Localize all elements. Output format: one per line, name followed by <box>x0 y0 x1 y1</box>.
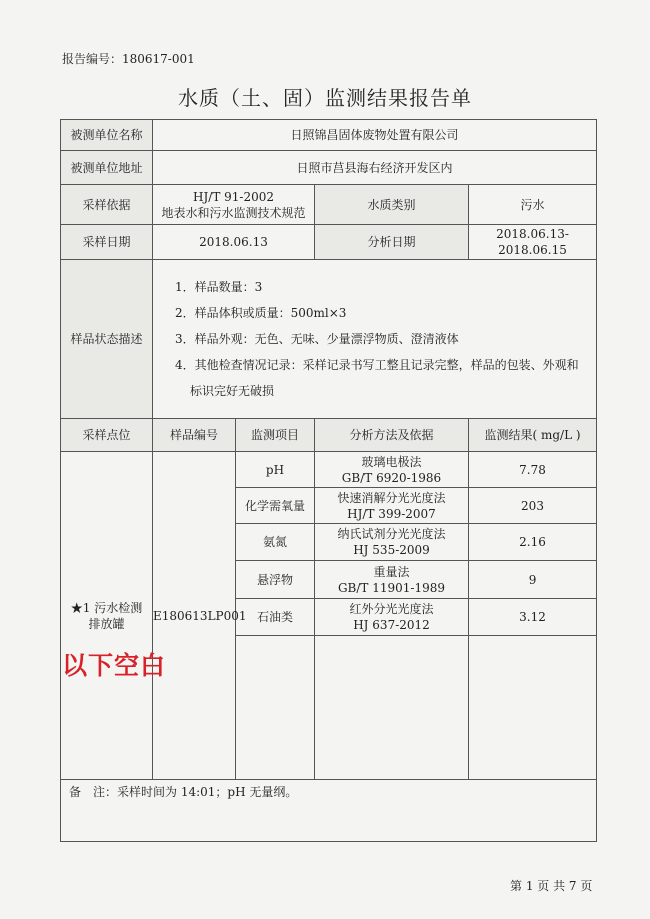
method-name: 纳氏试剂分光光度法 <box>337 527 446 541</box>
page-number: 第 1 页 共 7 页 <box>510 879 593 893</box>
remark-row <box>61 780 597 842</box>
result-value: 203 <box>469 488 597 524</box>
site-value: ★1 污水检测排放罐 <box>70 600 143 631</box>
water-type-value: 污水 <box>469 185 597 225</box>
method-standard: HJ/T 399-2007 <box>347 506 436 521</box>
result-item: 石油类 <box>236 599 315 636</box>
sample-state-label: 样品状态描述 <box>61 260 153 419</box>
blank-below-stamp: 以下空白 <box>62 651 167 680</box>
unit-address-value: 日照市莒县海右经济开发区内 <box>153 151 597 185</box>
result-item: 化学需氧量 <box>236 488 315 524</box>
header-sample-id: 样品编号 <box>153 419 236 452</box>
sample-state-item: 1．样品数量：3 <box>175 280 263 294</box>
method-standard: GB/T 11901-1989 <box>337 580 446 595</box>
unit-name-value: 日照锦昌固体废物处置有限公司 <box>153 120 597 151</box>
result-method <box>315 524 469 561</box>
sample-state-item: 4．其他检查情况记录：采样记录书写工整且记录完整，样品的包装、外观和标识完好无破损 <box>175 358 579 398</box>
result-value: 7.78 <box>469 452 597 488</box>
sampling-date-label: 采样日期 <box>61 225 153 260</box>
report-table <box>60 119 597 842</box>
sample-state-item: 2．样品体积或质量：500ml×3 <box>175 306 347 320</box>
sample-id-cell <box>153 452 247 780</box>
date-row <box>61 225 597 260</box>
results-header-row <box>61 419 597 452</box>
basis-row <box>61 185 597 225</box>
remark-cell <box>61 780 597 842</box>
result-row <box>61 452 597 488</box>
blank-cell <box>236 636 315 780</box>
result-method <box>315 488 469 524</box>
water-type-label: 水质类别 <box>315 185 469 225</box>
method-standard: HJ 535-2009 <box>353 543 430 557</box>
basis-label: 采样依据 <box>61 185 153 225</box>
page-title: 水质（土、固）监测结果报告单 <box>178 86 472 110</box>
analysis-date-label: 分析日期 <box>315 225 469 260</box>
sample-state-row <box>61 260 597 419</box>
result-method <box>315 561 469 599</box>
unit-address-label: 被测单位地址 <box>61 151 153 185</box>
unit-address-row <box>61 151 597 185</box>
report-number: 报告编号：180617-001 <box>62 52 195 66</box>
result-value: 9 <box>469 561 597 599</box>
method-name: 红外分光光度法 <box>349 602 434 616</box>
method-standard: GB/T 6920-1986 <box>341 470 442 485</box>
method-standard: HJ 637-2012 <box>353 618 430 632</box>
basis-name: 地表水和污水监测技术规范 <box>161 205 306 220</box>
site-cell <box>61 452 153 780</box>
method-name: 重量法 <box>373 564 410 579</box>
sample-id-value: E180613LP001 <box>153 608 247 623</box>
result-value: 3.12 <box>469 599 597 636</box>
basis-code: HJ/T 91-2002 <box>193 189 274 204</box>
header-result: 监测结果( mg/L ) <box>469 419 597 452</box>
method-name: 快速消解分光光度法 <box>337 490 446 505</box>
header-item: 监测项目 <box>236 419 315 452</box>
basis-value <box>153 185 315 225</box>
result-item: pH <box>236 452 315 488</box>
header-site: 采样点位 <box>61 419 153 452</box>
blank-cell <box>469 636 597 780</box>
sample-state-item: 3．样品外观：无色、无味、少量漂浮物质、澄清液体 <box>175 332 459 346</box>
sample-state-list <box>153 260 597 419</box>
result-method <box>315 452 469 488</box>
analysis-date-value: 2018.06.13-2018.06.15 <box>469 225 597 260</box>
result-method <box>315 599 469 636</box>
header-method: 分析方法及依据 <box>315 419 469 452</box>
blank-cell <box>315 636 469 780</box>
result-value: 2.16 <box>469 524 597 561</box>
result-item: 氨氮 <box>236 524 315 561</box>
method-name: 玻璃电极法 <box>361 454 422 469</box>
unit-name-label: 被测单位名称 <box>61 120 153 151</box>
result-item: 悬浮物 <box>236 561 315 599</box>
sampling-date-value: 2018.06.13 <box>153 225 315 260</box>
unit-name-row <box>61 120 597 151</box>
remark-text: 备 注：采样时间为 14:01；pH 无量纲。 <box>69 785 298 799</box>
